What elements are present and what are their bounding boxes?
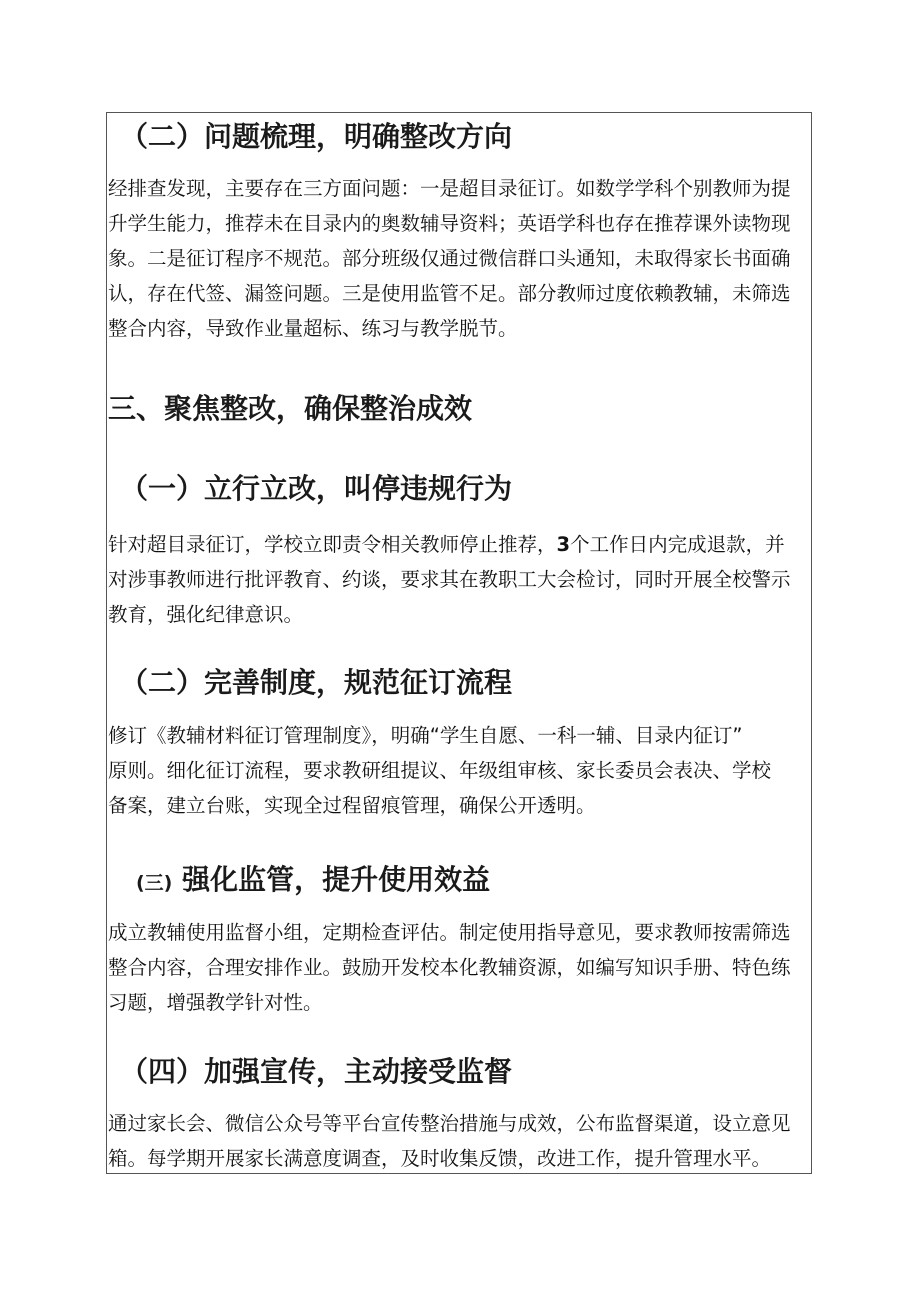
section-heading-problem-review: （二）问题梳理，明确整改方向 — [120, 120, 513, 153]
text-line: 整合内容，导致作业量超标、练习与教学脱节。 — [108, 317, 518, 340]
section-heading-rectification: 三、聚焦整改，确保整治成效 — [108, 392, 473, 425]
text-line: 升学生能力，推荐未在目录内的奥数辅导资料；英语学科也存在推荐课外读物现 — [108, 212, 791, 235]
section-heading-improve-system: （二）完善制度，规范征订流程 — [120, 666, 513, 699]
text-line: 整合内容，合理安排作业。鼓励开发校本化教辅资源，如编写知识手册、特色练 — [108, 956, 791, 979]
section-heading-publicity: （四）加强宣传，主动接受监督 — [120, 1055, 513, 1088]
heading-text: 强化监管，提升使用效益 — [182, 863, 491, 896]
text-line: 备案，建立台账，实现全过程留痕管理，确保公开透明。 — [108, 794, 596, 817]
text-segment: 针对超目录征订，学校立即责令相关教师停止推荐， — [108, 533, 557, 556]
paragraph-immediate-action — [108, 527, 791, 632]
text-segment: 个工作日内完成退款，并 — [570, 533, 785, 556]
section-heading-strengthen-supervision — [136, 863, 490, 900]
text-line: 成立教辅使用监督小组，定期检查评估。制定使用指导意见，要求教师按需筛选 — [108, 921, 791, 944]
refund-days-number: 3 — [556, 533, 571, 556]
text-line: 修订《教辅材料征订管理制度》，明确“学生自愿、一科一辅、目录内征订” — [108, 724, 743, 747]
text-line — [108, 527, 791, 562]
text-line: 认，存在代签、漏签问题。三是使用监管不足。部分教师过度依赖教辅，未筛选 — [108, 282, 791, 305]
text-line: 习题，增强教学针对性。 — [108, 991, 323, 1014]
text-line: 原则。细化征订流程，要求教研组提议、年级组审核、家长委员会表决、学校 — [108, 759, 772, 782]
heading-number: (三) — [136, 872, 173, 894]
text-line: 箱。每学期开展家长满意度调查，及时收集反馈，改进工作，提升管理水平。 — [108, 1147, 772, 1170]
text-line: 经排查发现，主要存在三方面问题：一是超目录征订。如数学学科个别教师为提 — [108, 177, 791, 200]
paragraph-improve-system — [108, 718, 771, 823]
text-line: 象。二是征订程序不规范。部分班级仅通过微信群口头通知，未取得家长书面确 — [108, 247, 791, 270]
text-line: 教育，强化纪律意识。 — [108, 603, 304, 626]
paragraph-publicity — [108, 1106, 791, 1176]
paragraph-problem-review — [108, 171, 791, 346]
section-heading-immediate-action: （一）立行立改，叫停违规行为 — [120, 472, 513, 505]
text-line: 通过家长会、微信公众号等平台宣传整治措施与成效，公布监督渠道，设立意见 — [108, 1112, 791, 1135]
text-line: 对涉事教师进行批评教育、约谈，要求其在教职工大会检讨，同时开展全校警示 — [108, 568, 791, 591]
paragraph-strengthen-supervision — [108, 915, 791, 1020]
